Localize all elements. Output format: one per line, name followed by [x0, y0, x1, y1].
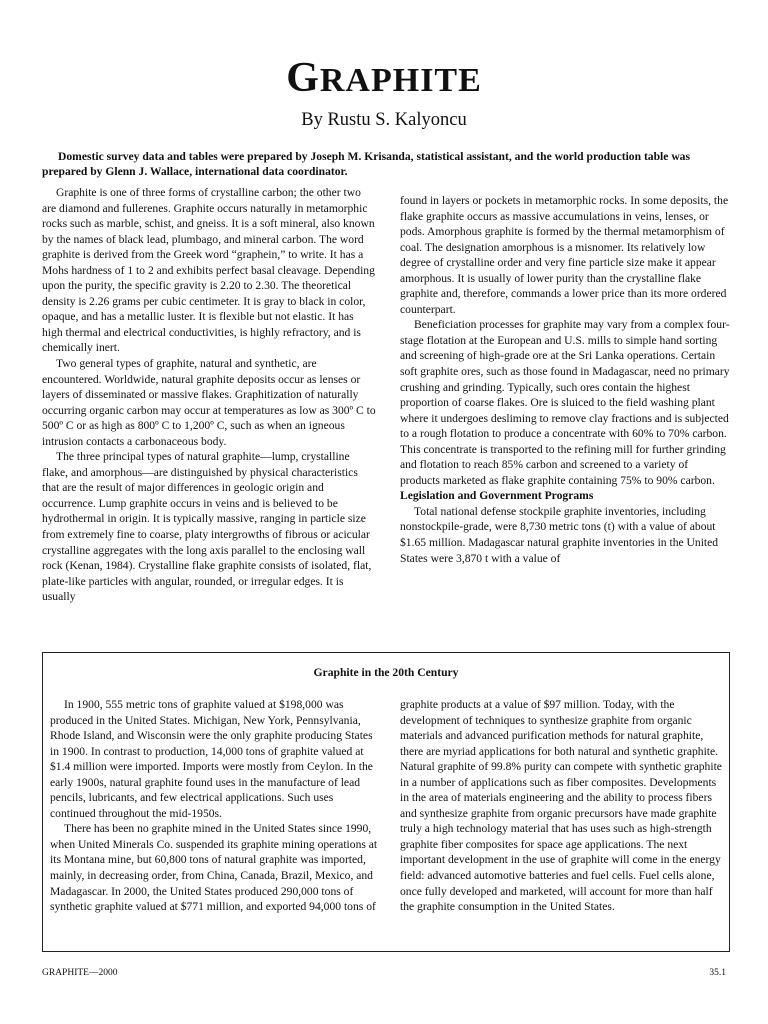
body-column-right — [400, 193, 730, 566]
sidebar-column-left — [50, 697, 380, 915]
sidebar-paragraph: graphite products at a value of $97 million. Today, with the development of techniques to synthesize graphite from organic materials and advanced purification methods for natural graphite, there are myriad applications for both natural and synthetic graphite. Natural graphite of 99.8% purity can compete with synthetic graphite in a number of applications such as fiber composites. Developments in the area of materials engineering and the ability to process fibers and synthesize graphite from organic precursors have made graphite truly a high technology material that has uses such as high-strength graphite fiber composites for space age applications. The next important development in the use of graphite will come in the energy field: advanced automotive batteries and fuel cells. Fuel cells alone, once fully developed and marketed, will account for more than half the graphite consumption in the United States. — [400, 698, 722, 914]
body-paragraph: The three principal types of natural graphite—lump, crystalline flake, and amorphous—are distinguished by physical characteristics that are the result of major differences in geologic origin and occurrence. Lump graphite occurs in veins and is believed to be hydrothermal in origin. It is typically massive, ranging in particle size from extremely fine to coarse, platy intergrowths of fibrous or acicular crystalline aggregates with the long axis parallel to the enclosing wall rock (Kenan, 1984). Crystalline flake graphite consists of isolated, flat, plate-like particles with angular, rounded, or irregular edges. It is usually — [42, 450, 372, 604]
footer-page-number: 35.1 — [709, 968, 726, 978]
title-initial: G — [286, 55, 320, 101]
body-column-left — [42, 185, 376, 605]
sidebar-paragraph: There has been no graphite mined in the United States since 1990, when United Minerals Co. suspended its graphite mining operations at its Montana mine, but 60,800 tons of natural graphite was imported, mainly, in decreasing order, from China, Canada, Brazil, Mexico, and Madagascar. In 2000, the United States produced 290,000 tons of synthetic graphite valued at $771 million, and exported 94,000 tons of — [50, 822, 378, 914]
body-paragraph: Graphite is one of three forms of crystalline carbon; the other two are diamond and fullerenes. Graphite occurs naturally in metamorphic rocks such as marble, schist, and gneiss. It is a soft mineral, also known by the names of black lead, plumbago, and mineral carbon. The word graphite is derived from the Greek word “graphein,” to write. It has a Mohs hardness of 1 to 2 and exhibits perfect basal cleavage. Depending upon the purity, the specific gravity is 2.20 to 2.30. The theoretical density is 2.26 grams per cubic centimeter. It is gray to black in color, opaque, and has a metallic luster. It is flexible but not elastic. It has high thermal and electrical conductivities, is highly refractory, and is chemically inert. — [42, 186, 375, 355]
section-heading: Legislation and Government Programs — [400, 489, 594, 503]
sidebar-paragraph: In 1900, 555 metric tons of graphite valued at $198,000 was produced in the United States. Michigan, New York, Pennsylvania, Rhode Island, and Wisconsin were the only graphite producing States in 1900. In contrast to production, 14,000 tons of graphite valued at $1.4 million were imported. Imports were mostly from Ceylon. In the early 1900s, natural graphite found uses in the manufacture of lead pencils, lubricants, and few electrical applications. Such uses continued throughout the mid-1950s. — [50, 698, 373, 820]
page-title — [0, 54, 768, 102]
body-paragraph: found in layers or pockets in metamorphic rocks. In some deposits, the flake graphite occurs as massive accumulations in veins, lenses, or pods. Amorphous graphite is formed by the thermal metamorphism of coal. The designation amorphous is a misnomer. Its relatively low degree of crystalline order and very fine particle size make it appear amorphous. It is usually of lower purity than the crystalline flake graphite and, therefore, commands a lower price than its more ordered counterpart. — [400, 194, 729, 316]
body-paragraph: Two general types of graphite, natural and synthetic, are encountered. Worldwide, natural graphite deposits occur as lenses or layers of disseminated or massive flakes. Graphitization of naturally occurring organic carbon may occur at temperatures as low as 300º C to 500º C or as high as 800º C to 1,200º C, such as when an igneous intrusion contacts a carbonaceous body. — [42, 357, 376, 448]
author-byline: By Rustu S. Kalyoncu — [301, 110, 467, 130]
title-rest: RAPHITE — [319, 62, 482, 99]
sidebar-box-title: Graphite in the 20th Century — [313, 666, 459, 679]
credits-note: Domestic survey data and tables were prepared by Joseph M. Krisanda, statistical assistant, and the world production table was prepared by Glenn J. Wallace, international data coordinator. — [42, 150, 690, 178]
body-paragraph: Beneficiation processes for graphite may vary from a complex four-stage flotation at the European and U.S. mills to simple hand sorting and screening of high-grade ore at the Sri Lanka operations. Certain soft graphite ores, such as those found in Madagascar, need no primary crushing and grinding. Typically, such ores contain the highest proportion of coarse flakes. Ore is sluiced to the field washing plant where it undergoes desliming to remove clay fractions and is subjected to a rough flotation to produce a concentrate with 60% to 70% carbon. This concentrate is transported to the refining mill for further grinding and flotation to reach 85% carbon and screened to a variety of products marketed as flake graphite containing 75% to 90% carbon. — [400, 318, 730, 487]
footer-running-title: GRAPHITE—2000 — [42, 968, 118, 978]
sidebar-column-right — [400, 697, 726, 915]
body-paragraph: Total national defense stockpile graphite inventories, including nonstockpile-grade, were 8,730 metric tons (t) with a value of about $1.65 million. Madagascar natural graphite inventories in the United States were 3,870 t with a value of — [400, 504, 719, 565]
